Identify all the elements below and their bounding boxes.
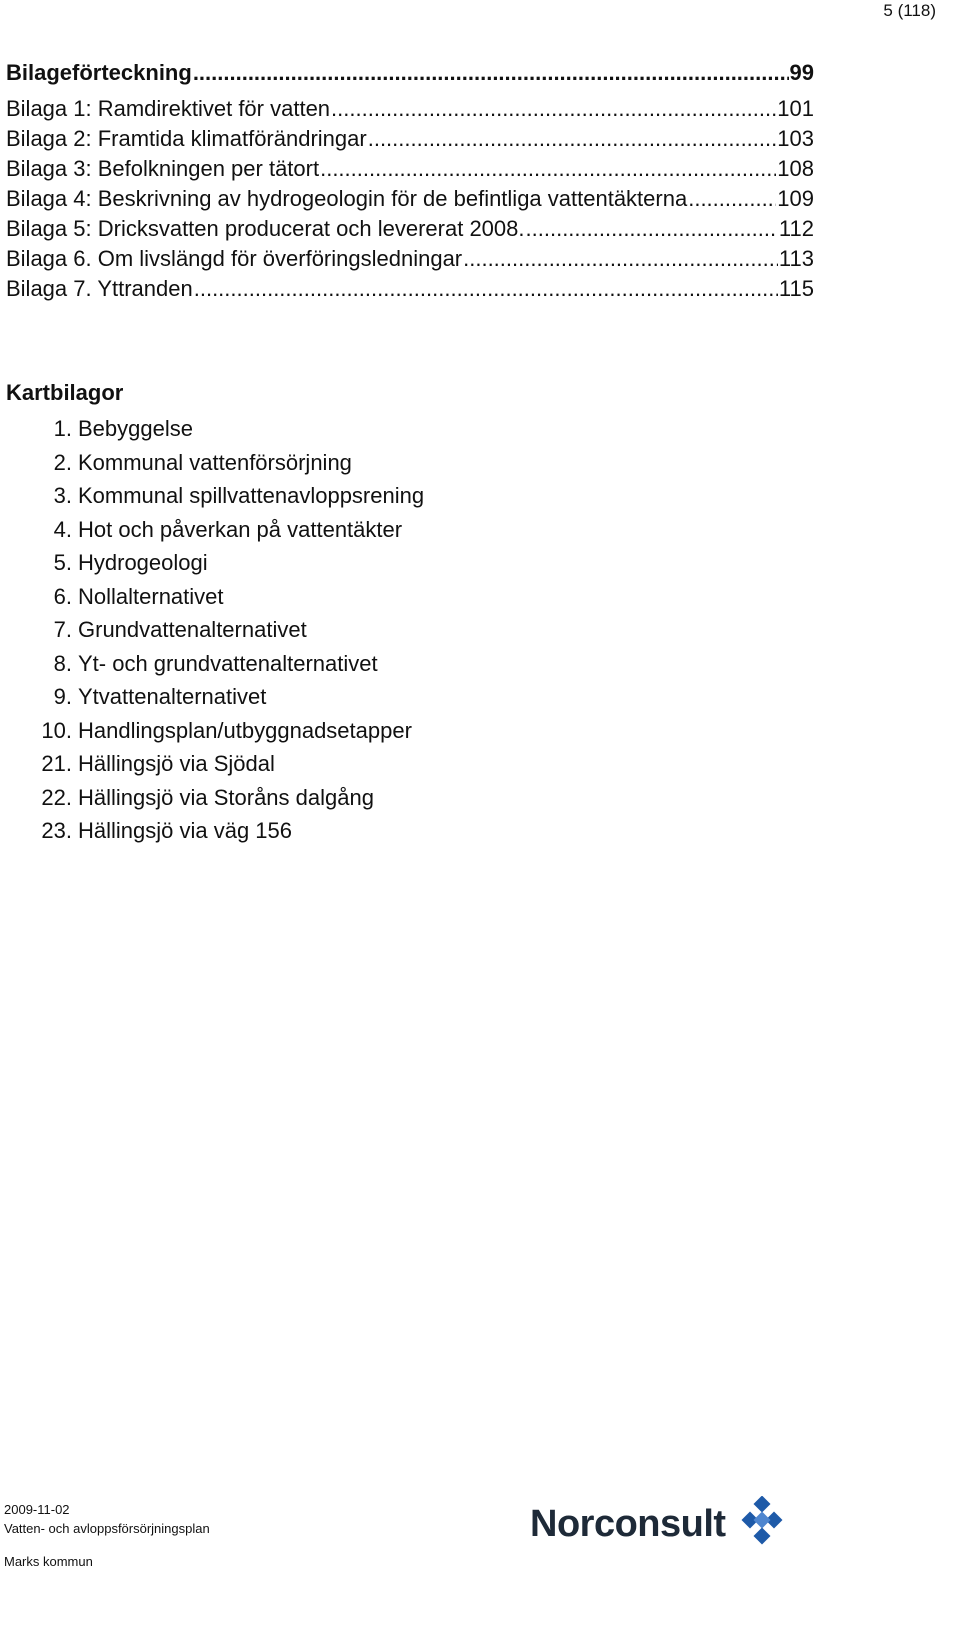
map-number: 8. xyxy=(53,650,72,676)
maps-heading: Kartbilagor xyxy=(6,380,124,405)
map-label: Hällingsjö via Sjödal xyxy=(78,751,275,776)
map-label: Kommunal spillvattenavloppsrening xyxy=(78,483,425,508)
toc-entry-text: Bilaga 5: Dricksvatten producerat och levererat 2008. xyxy=(6,216,525,241)
map-number: 4. xyxy=(53,516,72,542)
map-label: Hydrogeologi xyxy=(78,550,208,575)
logo-wordmark: Norconsult xyxy=(530,1502,726,1545)
toc-leader-dots xyxy=(331,94,776,124)
map-label: Grundvattenalternativet xyxy=(78,617,307,642)
toc-leader-dots xyxy=(320,154,776,184)
map-number: 6. xyxy=(53,583,72,609)
map-appendices xyxy=(6,378,424,848)
map-label: Kommunal vattenförsörjning xyxy=(78,449,352,475)
map-label: Nollalternativet xyxy=(78,583,224,609)
toc-leader-dots xyxy=(526,214,778,244)
list-item xyxy=(6,714,424,748)
footer-spacer xyxy=(4,1538,210,1552)
map-list xyxy=(6,412,424,848)
list-item xyxy=(6,680,424,714)
footer-meta xyxy=(4,1500,210,1571)
toc-entry-page: 101 xyxy=(777,96,814,121)
list-item xyxy=(6,412,424,446)
toc-entry-page: 108 xyxy=(777,156,814,181)
toc-entry[interactable] xyxy=(6,124,814,154)
toc-entry[interactable] xyxy=(6,274,814,304)
footer-title: Vatten- och avloppsförsörjningsplan xyxy=(4,1521,210,1536)
map-label: Yt- och grundvattenalternativet xyxy=(78,650,378,676)
toc-heading-page: 99 xyxy=(789,60,814,85)
toc-entry-page: 109 xyxy=(777,186,814,211)
toc-entry-page: 112 xyxy=(778,216,814,241)
toc-entry[interactable] xyxy=(6,244,814,274)
toc-entry-text: Bilaga 2: Framtida klimatförändringar xyxy=(6,126,367,151)
diamond-center xyxy=(753,1512,770,1529)
toc-heading[interactable] xyxy=(6,58,814,88)
list-item xyxy=(6,647,424,681)
toc-entry[interactable] xyxy=(6,184,814,214)
toc-entry[interactable] xyxy=(6,94,814,124)
diamond-logo-icon xyxy=(734,1496,790,1552)
toc-entry-page: 115 xyxy=(778,276,814,301)
footer-date: 2009-11-02 xyxy=(4,1502,70,1517)
list-item xyxy=(6,513,424,547)
map-label: Bebyggelse xyxy=(78,416,193,441)
map-number: 23. xyxy=(41,818,72,843)
toc-heading-text: Bilageförteckning xyxy=(6,60,192,85)
toc-leader-dots xyxy=(463,244,778,274)
map-label: Hällingsjö via väg 156 xyxy=(78,818,293,843)
norconsult-logo xyxy=(530,1496,790,1552)
list-item xyxy=(6,747,424,781)
toc-entry[interactable] xyxy=(6,214,814,244)
map-number: 10. xyxy=(41,717,72,743)
toc-leader-dots xyxy=(688,184,776,214)
list-item xyxy=(6,580,424,614)
list-item xyxy=(6,814,424,848)
list-item xyxy=(6,446,424,480)
list-item xyxy=(6,613,424,647)
map-number: 22. xyxy=(41,784,72,810)
toc-entry-text: Bilaga 1: Ramdirektivet för vatten xyxy=(6,96,331,121)
list-item xyxy=(6,479,424,513)
map-number: 2. xyxy=(53,449,72,475)
map-number: 5. xyxy=(53,550,72,575)
toc-entry-page: 113 xyxy=(778,246,814,271)
diamond-top xyxy=(753,1496,770,1512)
map-label: Handlingsplan/utbyggnadsetapper xyxy=(78,717,412,743)
appendix-toc xyxy=(6,58,814,304)
map-label: Ytvattenalternativet xyxy=(78,684,267,709)
map-label: Hot och påverkan på vattentäkter xyxy=(78,516,403,542)
toc-entry-text: Bilaga 4: Beskrivning av hydrogeologin för de befintliga vattentäkterna xyxy=(6,186,688,211)
toc-entry-text: Bilaga 3: Befolkningen per tätort xyxy=(6,156,320,181)
diamond-cluster xyxy=(741,1496,782,1544)
map-label: Hällingsjö via Storåns dalgång xyxy=(78,784,374,810)
map-number: 7. xyxy=(53,617,72,642)
toc-leader-dots xyxy=(193,58,789,88)
map-number: 21. xyxy=(41,751,72,776)
list-item xyxy=(6,781,424,815)
map-number: 9. xyxy=(53,684,72,709)
list-item xyxy=(6,546,424,580)
toc-entry-page: 103 xyxy=(777,126,814,151)
map-number: 1. xyxy=(53,416,72,441)
map-number: 3. xyxy=(53,483,72,508)
diamond-bottom xyxy=(753,1528,770,1545)
toc-leader-dots xyxy=(194,274,778,304)
page-number: 5 (118) xyxy=(883,1,936,20)
toc-entry[interactable] xyxy=(6,154,814,184)
toc-entry-text: Bilaga 7. Yttranden xyxy=(6,276,193,301)
footer-org: Marks kommun xyxy=(4,1554,93,1569)
toc-entry-text: Bilaga 6. Om livslängd för överföringsledningar xyxy=(6,246,463,271)
toc-leader-dots xyxy=(368,124,777,154)
